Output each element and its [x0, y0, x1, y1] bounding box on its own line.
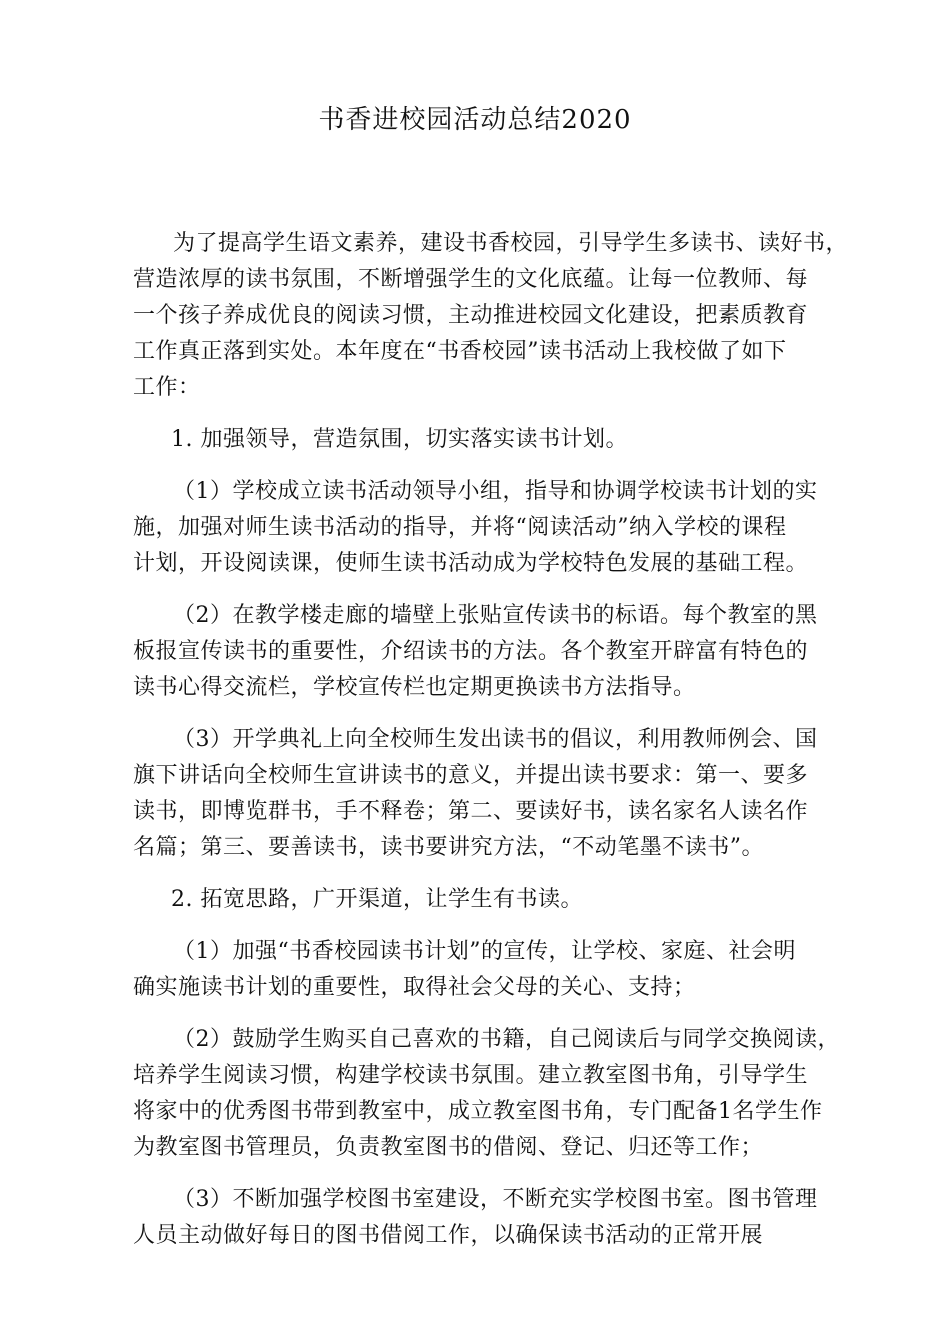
- text-line: 将家中的优秀图书带到教室中，成立教室图书角，专门配备1名学生作: [133, 1099, 823, 1124]
- paragraph-2-1: [133, 934, 833, 1006]
- text-line: 2. 拓宽思路，广开渠道，让学生有书读。: [171, 887, 583, 912]
- paragraph-1-3: [133, 722, 833, 866]
- text-line: 为了提高学生语文素养，建设书香校园，引导学生多读书、读好书，: [173, 231, 849, 256]
- paragraph-1-2: [133, 598, 833, 706]
- text-line: 为教室图书管理员，负责教室图书的借阅、登记、归还等工作；: [133, 1135, 764, 1160]
- paragraph-intro: [133, 226, 849, 406]
- text-line: 读书，即博览群书，手不释卷；第二、要读好书，读名家名人读名作: [133, 799, 809, 824]
- text-line: 确实施读书计划的重要性，取得社会父母的关心、支持；: [133, 975, 696, 1000]
- text-line: 工作：: [133, 375, 201, 400]
- text-line: 读书心得交流栏，学校宣传栏也定期更换读书方法指导。: [133, 675, 696, 700]
- text-line: 计划，开设阅读课，使师生读书活动成为学校特色发展的基础工程。: [133, 551, 809, 576]
- document-title: 书香进校园活动总结2020: [318, 105, 632, 135]
- text-line: 板报宣传读书的重要性，介绍读书的方法。各个教室开辟富有特色的: [133, 639, 809, 664]
- section-heading-1: [133, 422, 833, 458]
- document-body: [133, 226, 849, 1254]
- text-line: 一个孩子养成优良的阅读习惯，主动推进校园文化建设，把素质教育: [133, 303, 809, 328]
- paragraph-1-1: [133, 474, 833, 582]
- text-line: （2）鼓励学生购买自己喜欢的书籍，自己阅读后与同学交换阅读，: [173, 1027, 840, 1052]
- text-line: （2）在教学楼走廊的墙壁上张贴宣传读书的标语。每个教室的黑: [173, 603, 818, 628]
- text-line: （1）加强“书香校园读书计划”的宣传，让学校、家庭、社会明: [173, 939, 796, 964]
- text-line: （1）学校成立读书活动领导小组，指导和协调学校读书计划的实: [173, 479, 818, 504]
- text-line: 工作真正落到实处。本年度在“书香校园”读书活动上我校做了如下: [133, 339, 787, 364]
- text-line: 1. 加强领导，营造氛围，切实落实读书计划。: [171, 427, 628, 452]
- text-line: （3）不断加强学校图书室建设，不断充实学校图书室。图书管理: [173, 1187, 818, 1212]
- text-line: 名篇；第三、要善读书，读书要讲究方法，“不动笔墨不读书”。: [133, 835, 764, 860]
- paragraph-2-3: [133, 1182, 833, 1254]
- text-line: 施，加强对师生读书活动的指导，并将“阅读活动”纳入学校的课程: [133, 515, 787, 540]
- section-heading-2: [133, 882, 833, 918]
- text-line: 人员主动做好每日的图书借阅工作，以确保读书活动的正常开展: [133, 1223, 764, 1248]
- text-line: 营造浓厚的读书氛围，不断增强学生的文化底蕴。让每一位教师、每: [133, 267, 809, 292]
- text-line: 旗下讲话向全校师生宣讲读书的意义，并提出读书要求：第一、要多: [133, 763, 809, 788]
- text-line: 培养学生阅读习惯，构建学校读书氛围。建立教室图书角，引导学生: [133, 1063, 809, 1088]
- text-line: （3）开学典礼上向全校师生发出读书的倡议，利用教师例会、国: [173, 727, 818, 752]
- paragraph-2-2: [133, 1022, 840, 1166]
